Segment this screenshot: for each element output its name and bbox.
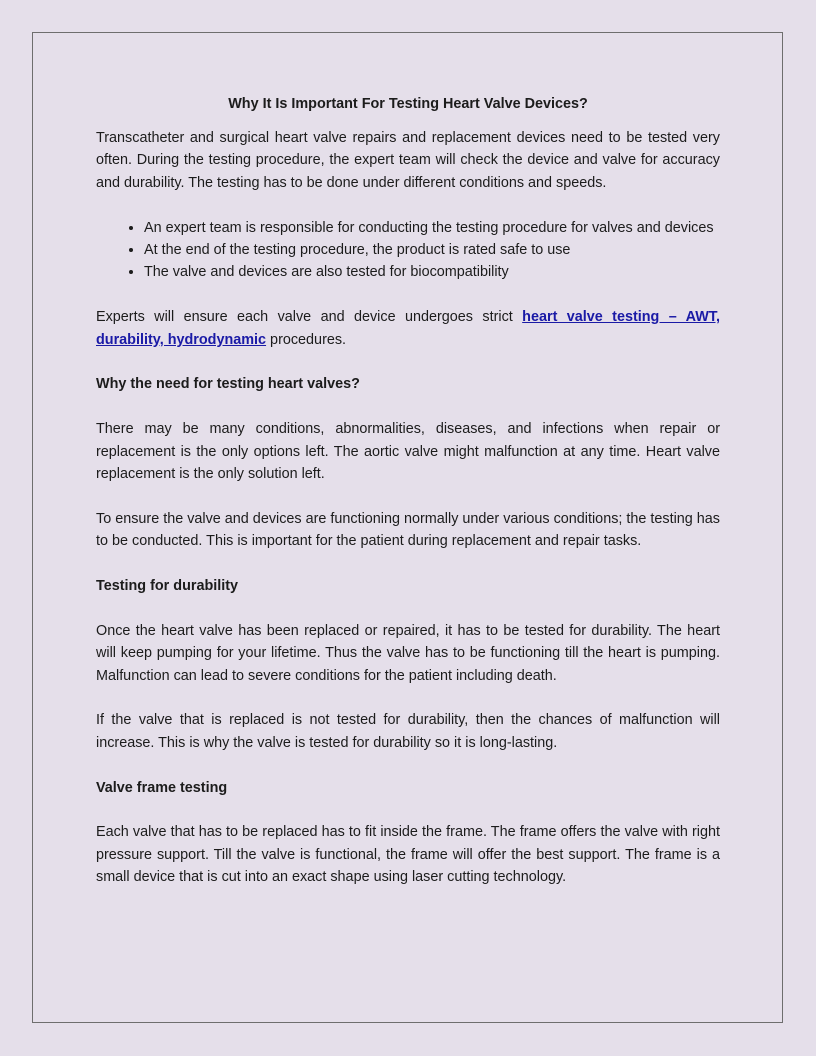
spacer <box>96 284 720 306</box>
spacer <box>96 754 720 776</box>
experts-text-before: Experts will ensure each valve and device undergoes strict <box>96 309 523 326</box>
paragraph: Each valve that has to be replaced has to fit inside the frame. The frame offers the valve with right pressure support. Till the valve is functional, the frame will offer the best support. The frame is a small device that is cut into an exact shape using laser cutting technology. <box>96 824 720 886</box>
spacer <box>96 687 720 709</box>
list-item: • At the end of the testing procedure, the product is rated safe to use <box>144 239 720 261</box>
spacer <box>96 553 720 575</box>
list-item: • The valve and devices are also tested for biocompatibility <box>144 261 720 283</box>
heart-valve-testing-link[interactable]: heart valve testing – AWT, durability, hydrodynamic <box>96 309 720 348</box>
list-item: • An expert team is responsible for conducting the testing procedure for valves and devices <box>144 217 720 239</box>
experts-text-after: procedures. <box>266 331 347 348</box>
section-heading: Valve frame testing <box>96 779 228 796</box>
spacer <box>96 351 720 373</box>
spacer <box>96 396 720 418</box>
bullet-list <box>96 217 720 284</box>
document-body <box>96 93 720 889</box>
paragraph: There may be many conditions, abnormalities, diseases, and infections when repair or replacement is the only options left. The aortic valve might malfunction at any time. Heart valve replacement is the only solution left. <box>96 421 720 483</box>
document-title: Why It Is Important For Testing Heart Valve Devices? <box>228 96 588 112</box>
intro-paragraph: Transcatheter and surgical heart valve repairs and replacement devices need to be tested very often. During the testing procedure, the expert team will check the device and valve for accuracy and durability. The testing has to be done under different conditions and speeds. <box>96 130 720 191</box>
section-heading: Why the need for testing heart valves? <box>96 376 360 393</box>
paragraph: Once the heart valve has been replaced or repaired, it has to be tested for durability. The heart will keep pumping for your lifetime. Thus the valve has to be functioning till the heart is pumping. Malfunction can lead to severe conditions for the patient including death. <box>96 622 720 684</box>
paragraph: To ensure the valve and devices are functioning normally under various conditions; the testing has to be conducted. This is important for the patient during replacement and repair tasks. <box>96 510 720 550</box>
experts-paragraph <box>96 306 720 351</box>
spacer <box>96 799 720 821</box>
section-heading: Testing for durability <box>96 578 239 595</box>
spacer <box>96 194 720 216</box>
spacer <box>96 597 720 619</box>
paragraph: If the valve that is replaced is not tested for durability, then the chances of malfunction will increase. This is why the valve is tested for durability so it is long-lasting. <box>96 712 720 751</box>
spacer <box>96 485 720 507</box>
